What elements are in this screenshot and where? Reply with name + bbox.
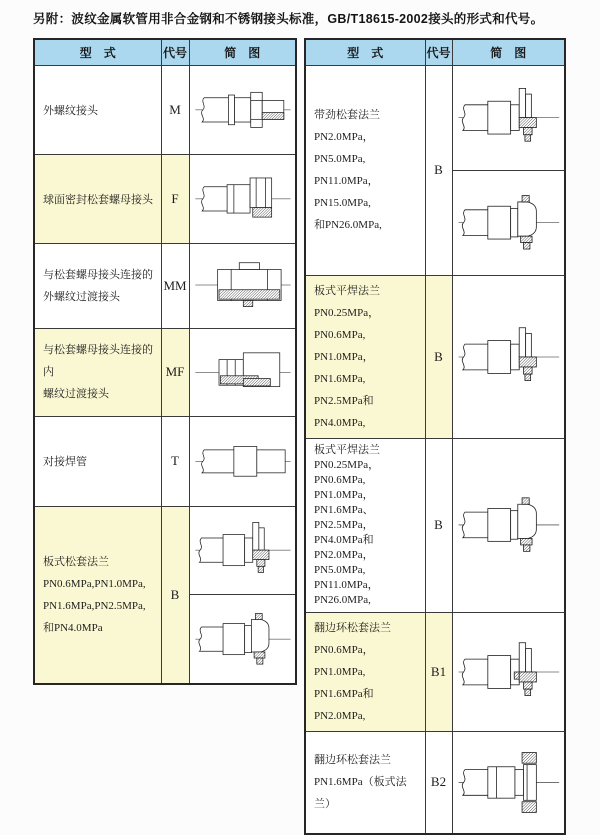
diagram xyxy=(190,507,296,595)
fitting-type-label: 板式松套法兰 PN0.6MPa,PN1.0MPa, PN1.6MPa,PN2.5MPa, 和PN4.0MPa xyxy=(34,506,161,684)
butt-weld-pipe-diagram xyxy=(192,420,293,503)
fitting-type-label: 外螺纹接头 xyxy=(34,65,161,154)
fitting-diagram-cell xyxy=(189,154,296,243)
diagram-stack xyxy=(453,66,565,274)
diagram-stack xyxy=(453,307,565,407)
fitting-code: B xyxy=(425,275,452,438)
diagram-stack xyxy=(190,507,296,683)
fitting-type-label: 翻边环松套法兰 PN1.6MPa（板式法兰） xyxy=(305,731,425,834)
fitting-diagram-cell xyxy=(452,731,565,834)
fitting-code: T xyxy=(161,416,189,506)
column-header-diagram: 简 图 xyxy=(189,39,296,65)
fitting-diagram-cell xyxy=(452,275,565,438)
table-row xyxy=(305,612,565,731)
fitting-code: MF xyxy=(161,328,189,416)
fitting-type-label: 与松套螺母接头连接的 外螺纹过渡接头 xyxy=(34,243,161,328)
diagram-stack xyxy=(453,622,565,722)
column-header-type: 型 式 xyxy=(34,39,161,65)
male-female-transition-fitting-diagram xyxy=(192,332,293,413)
fitting-type-label: 板式平焊法兰 PN0.25MPa，PN0.6MPa, PN1.0MPa，PN1.6MPa, PN2.5MPa和PN4.0MPa, xyxy=(305,275,425,438)
table-row xyxy=(34,416,296,506)
table-row xyxy=(305,731,565,834)
fitting-type-label: 翻边环松套法兰 PN0.6MPa，PN1.0MPa, PN1.6MPa和PN2.0MPa, xyxy=(305,612,425,731)
fitting-diagram-cell xyxy=(452,65,565,275)
diagram xyxy=(190,329,296,415)
fitting-code: B xyxy=(161,506,189,684)
diagram xyxy=(190,594,296,683)
fitting-code: F xyxy=(161,154,189,243)
fitting-table-left xyxy=(33,38,297,685)
column-header-code: 代号 xyxy=(161,39,189,65)
table-row xyxy=(305,65,565,275)
loose-flange-plate-type-diagram xyxy=(455,735,562,830)
diagram xyxy=(453,170,565,275)
fitting-type-label: 对接焊管 xyxy=(34,416,161,506)
table-row xyxy=(305,438,565,612)
table-row xyxy=(34,65,296,154)
column-header-diagram: 简 图 xyxy=(452,39,565,65)
column-header-type: 型 式 xyxy=(305,39,425,65)
fitting-diagram-cell xyxy=(452,612,565,731)
plate-loose-flange-diagram xyxy=(455,310,562,404)
diagram-stack xyxy=(190,66,296,153)
fitting-type-label: 板式平焊法兰 PN0.25MPa，PN0.6MPa, PN1.0MPa，PN1.6MPa、 PN2.5MPa，PN4.0MPa和 PN2.0MPa，PN5.0MPa, PN11.0MPa，PN26.0MPa, xyxy=(305,438,425,612)
fitting-tables-container xyxy=(33,38,566,835)
fitting-type-label: 球面密封松套螺母接头 xyxy=(34,154,161,243)
diagram-stack xyxy=(190,155,296,242)
fitting-code: B2 xyxy=(425,731,452,834)
external-thread-fitting-diagram xyxy=(192,69,293,151)
plate-loose-flange-diagram xyxy=(192,509,293,591)
fitting-type-label: 与松套螺母接头连接的内 螺纹过渡接头 xyxy=(34,328,161,416)
diagram xyxy=(190,244,296,327)
table-row xyxy=(305,275,565,438)
collar-loose-flange-diagram xyxy=(455,477,562,573)
table-row xyxy=(34,243,296,328)
table-row xyxy=(34,154,296,243)
diagram xyxy=(453,732,565,833)
table-row xyxy=(34,506,296,684)
diagram-stack xyxy=(453,732,565,833)
fitting-code: B xyxy=(425,438,452,612)
sphere-seal-loose-nut-fitting-diagram xyxy=(192,158,293,240)
diagram-stack xyxy=(190,329,296,415)
column-header-code: 代号 xyxy=(425,39,452,65)
male-male-transition-fitting-diagram xyxy=(192,246,293,324)
flanged-ring-loose-flange-diagram xyxy=(455,625,562,719)
fitting-code: B xyxy=(425,65,452,275)
diagram-stack xyxy=(453,474,565,576)
diagram xyxy=(190,155,296,242)
collar-loose-flange-diagram xyxy=(455,174,562,271)
diagram xyxy=(453,474,565,576)
diagram xyxy=(190,417,296,505)
fitting-diagram-cell xyxy=(452,438,565,612)
diagram xyxy=(453,66,565,170)
fitting-diagram-cell xyxy=(189,243,296,328)
diagram xyxy=(453,622,565,722)
diagram-stack xyxy=(190,417,296,505)
fitting-diagram-cell xyxy=(189,328,296,416)
fitting-code: B1 xyxy=(425,612,452,731)
collar-loose-flange-diagram xyxy=(192,598,293,680)
fitting-type-label: 带劲松套法兰 PN2.0MPa，PN5.0MPa, PN11.0MPa，PN15.0MPa, 和PN26.0MPa, xyxy=(305,65,425,275)
plate-loose-flange-diagram xyxy=(455,69,562,166)
left-table-header-row xyxy=(34,39,296,65)
fitting-table-right xyxy=(304,38,566,835)
right-table-header-row xyxy=(305,39,565,65)
diagram-stack xyxy=(190,244,296,327)
table-row xyxy=(34,328,296,416)
fitting-diagram-cell xyxy=(189,65,296,154)
fitting-code: M xyxy=(161,65,189,154)
fitting-diagram-cell xyxy=(189,506,296,684)
fitting-code: MM xyxy=(161,243,189,328)
page-title: 另附：波纹金属软管用非合金钢和不锈钢接头标准，GB/T18615-2002接头的形式和代号。 xyxy=(33,12,544,26)
fitting-diagram-cell xyxy=(189,416,296,506)
diagram xyxy=(453,307,565,407)
diagram xyxy=(190,66,296,153)
